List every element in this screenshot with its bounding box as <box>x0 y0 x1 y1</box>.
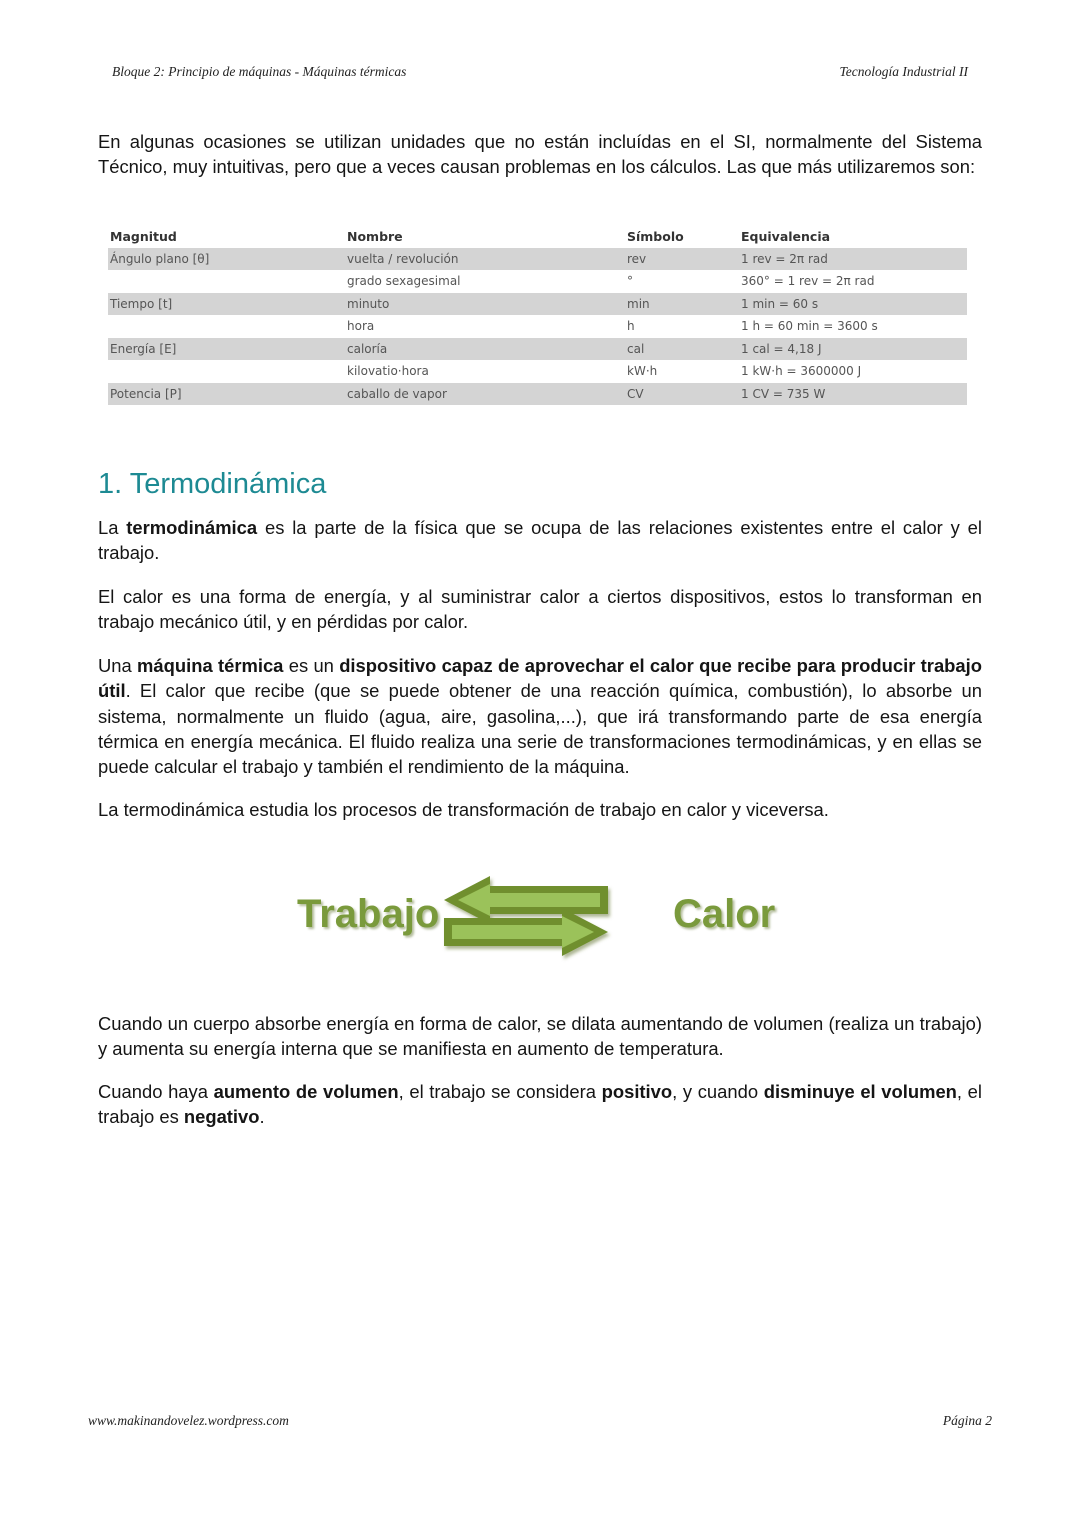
table-row <box>108 248 967 271</box>
cell: min <box>625 293 739 316</box>
bold-term: positivo <box>601 1081 673 1102</box>
cell: grado sexagesimal <box>345 270 625 293</box>
intro-paragraph: En algunas ocasiones se utilizan unidades que no están incluídas en el SI, normalmente del Sistema Técnico, muy intuitivas, pero que a veces causan problemas en los cálculos. Las que más utilizaremos son: <box>98 131 982 178</box>
units-table <box>108 226 967 405</box>
paragraph-work-sign <box>98 1079 982 1130</box>
header-chapter: Bloque 2: Principio de máquinas - Máquinas térmicas <box>112 64 407 79</box>
cell: 1 h = 60 min = 3600 s <box>739 315 967 338</box>
diagram-label-calor: Calor <box>673 892 776 936</box>
text: , el trabajo es <box>98 1081 982 1128</box>
table-row <box>108 360 967 383</box>
footer-website: www.makinandovelez.wordpress.com <box>88 1413 289 1428</box>
text: es la parte de la física que se ocupa de las relaciones existentes entre el calor y el trabajo. <box>98 517 982 564</box>
cell: 1 cal = 4,18 J <box>739 338 967 361</box>
text: Una <box>98 655 138 676</box>
text: es un <box>283 655 340 676</box>
table-row <box>108 270 967 293</box>
paragraph-dilatation: Cuando un cuerpo absorbe energía en forma de calor, se dilata aumentando de volumen (realiza un trabajo) y aumenta su energía interna que se manifiesta en aumento de temperatura. <box>98 1013 982 1060</box>
col-simbolo: Símbolo <box>627 229 684 244</box>
cell: CV <box>625 383 739 405</box>
bold-term: aumento de volumen <box>213 1081 399 1102</box>
cell: caballo de vapor <box>345 383 625 405</box>
bold-term: termodinámica <box>126 517 258 538</box>
cell: cal <box>625 338 739 361</box>
table-row <box>108 383 967 405</box>
cell: Ángulo plano [θ] <box>108 248 345 271</box>
col-nombre: Nombre <box>347 229 403 244</box>
section-title: 1. Termodinámica <box>98 468 327 500</box>
cell: rev <box>625 248 739 271</box>
col-magnitud: Magnitud <box>110 229 177 244</box>
cell: Potencia [P] <box>108 383 345 405</box>
cell: vuelta / revolución <box>345 248 625 271</box>
cell: h <box>625 315 739 338</box>
cell: hora <box>345 315 625 338</box>
table-row <box>108 338 967 361</box>
cell: caloría <box>345 338 625 361</box>
text: Cuando haya <box>98 1081 214 1102</box>
text: . <box>259 1106 265 1128</box>
col-equivalencia: Equivalencia <box>741 229 831 244</box>
table-header-row <box>108 226 967 248</box>
bold-term: dispositivo capaz de aprovechar el calor que recibe para producir trabajo útil <box>98 655 982 702</box>
paragraph-study: La termodinámica estudia los procesos de transformación de trabajo en calor y viceversa. <box>98 799 829 820</box>
cell: ° <box>625 270 739 293</box>
paragraph-energy: El calor es una forma de energía, y al suministrar calor a ciertos dispositivos, estos lo transforman en trabajo mecánico útil, y en pérdidas por calor. <box>98 586 982 633</box>
cell: 1 rev = 2π rad <box>739 248 967 271</box>
table-row <box>108 315 967 338</box>
cell: 1 min = 60 s <box>739 293 967 316</box>
text: , el trabajo se considera <box>398 1081 602 1102</box>
trabajo-calor-diagram <box>295 872 785 972</box>
header-subject: Tecnología Industrial II <box>839 64 968 79</box>
intro-block <box>98 129 982 180</box>
cell: minuto <box>345 293 625 316</box>
page-footer <box>88 1413 992 1429</box>
cell: 360° = 1 rev = 2π rad <box>739 270 967 293</box>
bidirectional-arrows-icon <box>440 872 620 972</box>
paragraph-maquina-termica <box>98 653 982 779</box>
page-header <box>112 64 968 80</box>
cell <box>108 360 345 383</box>
bold-term: máquina térmica <box>137 655 284 676</box>
cell: kilovatio·hora <box>345 360 625 383</box>
cell: 1 kW·h = 3600000 J <box>739 360 967 383</box>
text: La <box>98 517 127 538</box>
cell: 1 CV = 735 W <box>739 383 967 405</box>
text: , y cuando <box>672 1081 764 1102</box>
cell: Energía [E] <box>108 338 345 361</box>
text: . El calor que recibe (que se puede obtener de una reacción química, combustión), lo absorbe un sistema, normalmente un fluido (agua, aire, gasolina,...), que irá transformando parte de esa energía térmica en energía mecánica. El fluido realiza una serie de transformaciones termodinámicas, y en ellas se puede calcular el trabajo y también el rendimiento de la máquina. <box>98 680 982 778</box>
cell: kW·h <box>625 360 739 383</box>
cell <box>108 315 345 338</box>
diagram-label-trabajo: Trabajo <box>297 892 440 936</box>
cell <box>108 270 345 293</box>
cell: Tiempo [t] <box>108 293 345 316</box>
paragraph-definition <box>98 515 982 566</box>
page-number: Página 2 <box>942 1413 992 1428</box>
bold-term: disminuye el volumen <box>763 1081 957 1102</box>
table-row <box>108 293 967 316</box>
bold-term: negativo <box>183 1106 260 1128</box>
